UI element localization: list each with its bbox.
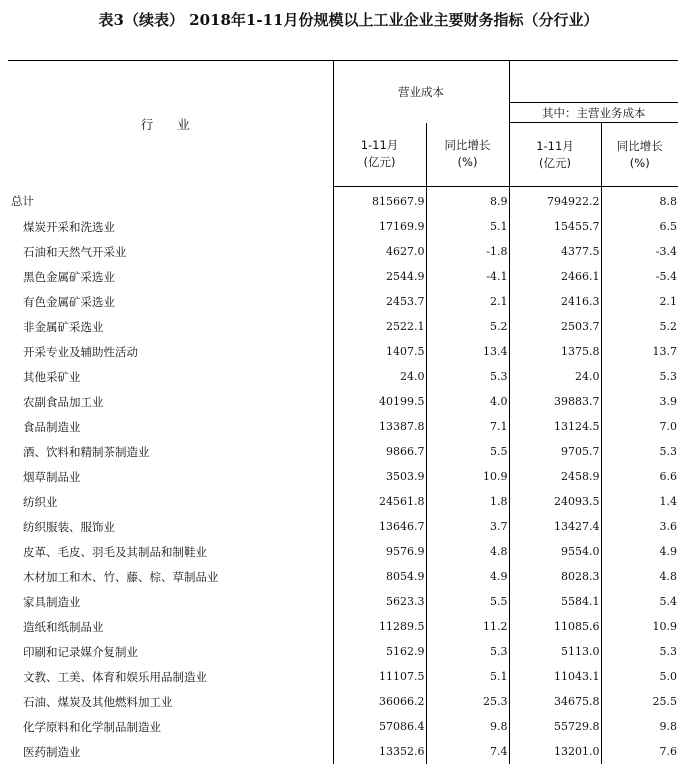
table-row <box>8 539 678 564</box>
main-period-header: 1-11月 (亿元) <box>509 123 601 187</box>
main-yoy-header: 同比增长 (%) <box>601 123 678 187</box>
main-business-cost-yoy-cell: 8.8 <box>601 187 678 215</box>
main-business-cost-yoy-cell: 6.5 <box>601 214 678 239</box>
main-business-cost-yoy-cell: 10.9 <box>601 614 678 639</box>
operating-cost-cell: 1407.5 <box>333 339 426 364</box>
operating-cost-yoy-cell: 5.5 <box>426 589 509 614</box>
main-business-cost-cell: 794922.2 <box>509 187 601 215</box>
operating-cost-yoy-cell: 5.3 <box>426 364 509 389</box>
main-business-cost-header: 其中：主营业务成本 <box>509 103 678 123</box>
operating-cost-cell: 9576.9 <box>333 539 426 564</box>
main-business-cost-yoy-cell: -3.4 <box>601 239 678 264</box>
main-business-cost-yoy-cell: 13.7 <box>601 339 678 364</box>
operating-cost-cell: 57086.4 <box>333 714 426 739</box>
industry-name-cell: 食品制造业 <box>23 419 81 434</box>
industry-name-cell: 有色金属矿采选业 <box>23 294 115 309</box>
cost-period-header: 1-11月 (亿元) <box>333 123 426 187</box>
operating-cost-yoy-cell: 25.3 <box>426 689 509 714</box>
cost-yoy-header: 同比增长 (%) <box>426 123 509 187</box>
industry-name-cell: 开采专业及辅助性活动 <box>23 344 138 359</box>
main-business-cost-yoy-cell: 4.9 <box>601 539 678 564</box>
industry-name-cell: 黑色金属矿采选业 <box>23 269 115 284</box>
operating-cost-cell: 36066.2 <box>333 689 426 714</box>
operating-cost-cell: 11289.5 <box>333 614 426 639</box>
operating-cost-yoy-cell: 7.1 <box>426 414 509 439</box>
table-row <box>8 187 678 215</box>
main-business-cost-yoy-cell: 5.3 <box>601 439 678 464</box>
operating-cost-yoy-cell: 5.1 <box>426 664 509 689</box>
main-business-cost-cell: 13124.5 <box>509 414 601 439</box>
main-business-cost-yoy-cell: 5.3 <box>601 639 678 664</box>
table-row <box>8 214 678 239</box>
table-row <box>8 439 678 464</box>
main-business-cost-yoy-cell: 9.8 <box>601 714 678 739</box>
operating-cost-yoy-cell: 13.4 <box>426 339 509 364</box>
main-business-cost-cell: 15455.7 <box>509 214 601 239</box>
operating-cost-cell: 2453.7 <box>333 289 426 314</box>
main-business-cost-cell: 2503.7 <box>509 314 601 339</box>
operating-cost-yoy-cell: 4.9 <box>426 564 509 589</box>
operating-cost-yoy-cell: 2.1 <box>426 289 509 314</box>
operating-cost-yoy-cell: -4.1 <box>426 264 509 289</box>
main-business-cost-yoy-cell: 25.5 <box>601 689 678 714</box>
page-title: 表3（续表） 2018年1-11月份规模以上工业企业主要财务指标（分行业） <box>98 11 599 29</box>
operating-cost-yoy-cell: 9.8 <box>426 714 509 739</box>
main-business-cost-yoy-cell: 5.2 <box>601 314 678 339</box>
operating-cost-cell: 13352.6 <box>333 739 426 764</box>
main-business-cost-cell: 24093.5 <box>509 489 601 514</box>
main-business-cost-cell: 8028.3 <box>509 564 601 589</box>
header-spacer <box>509 61 678 103</box>
main-business-cost-cell: 9554.0 <box>509 539 601 564</box>
operating-cost-cell: 815667.9 <box>333 187 426 215</box>
table-row <box>8 639 678 664</box>
table-row <box>8 339 678 364</box>
main-business-cost-cell: 9705.7 <box>509 439 601 464</box>
main-business-cost-yoy-cell: 1.4 <box>601 489 678 514</box>
main-business-cost-yoy-cell: 6.6 <box>601 464 678 489</box>
main-business-cost-cell: 2416.3 <box>509 289 601 314</box>
industry-header: 行 业 <box>8 61 333 187</box>
main-business-cost-cell: 5113.0 <box>509 639 601 664</box>
industry-name-cell: 烟草制品业 <box>23 469 81 484</box>
table-row <box>8 414 678 439</box>
industry-name-cell: 造纸和纸制品业 <box>23 619 104 634</box>
industry-name-cell: 纺织业 <box>23 494 58 509</box>
main-business-cost-cell: 39883.7 <box>509 389 601 414</box>
operating-cost-yoy-cell: 8.9 <box>426 187 509 215</box>
industry-name-cell: 纺织服装、服饰业 <box>23 519 115 534</box>
table-row <box>8 564 678 589</box>
table-row <box>8 514 678 539</box>
industry-name-cell: 木材加工和木、竹、藤、棕、草制品业 <box>23 569 219 584</box>
industry-name-cell: 家具制造业 <box>23 594 81 609</box>
table-row <box>8 389 678 414</box>
table-row <box>8 739 678 764</box>
industry-name-cell: 印刷和记录媒介复制业 <box>23 644 138 659</box>
main-business-cost-yoy-cell: 5.0 <box>601 664 678 689</box>
operating-cost-cell: 5162.9 <box>333 639 426 664</box>
operating-cost-cell: 2522.1 <box>333 314 426 339</box>
table-row <box>8 614 678 639</box>
operating-cost-cell: 17169.9 <box>333 214 426 239</box>
main-business-cost-cell: 4377.5 <box>509 239 601 264</box>
main-business-cost-cell: 13427.4 <box>509 514 601 539</box>
main-business-cost-yoy-cell: 4.8 <box>601 564 678 589</box>
table-row <box>8 589 678 614</box>
main-business-cost-cell: 11043.1 <box>509 664 601 689</box>
operating-cost-yoy-cell: -1.8 <box>426 239 509 264</box>
table-row <box>8 264 678 289</box>
main-business-cost-yoy-cell: 5.4 <box>601 589 678 614</box>
main-business-cost-yoy-cell: -5.4 <box>601 264 678 289</box>
operating-cost-yoy-cell: 1.8 <box>426 489 509 514</box>
operating-cost-cell: 40199.5 <box>333 389 426 414</box>
industry-name-cell: 石油、煤炭及其他燃料加工业 <box>23 694 173 709</box>
main-business-cost-yoy-cell: 2.1 <box>601 289 678 314</box>
operating-cost-cell: 11107.5 <box>333 664 426 689</box>
main-business-cost-cell: 2458.9 <box>509 464 601 489</box>
industry-name-cell: 化学原料和化学制品制造业 <box>23 719 161 734</box>
operating-cost-cell: 9866.7 <box>333 439 426 464</box>
industry-name-cell: 煤炭开采和洗选业 <box>23 219 115 234</box>
operating-cost-yoy-cell: 11.2 <box>426 614 509 639</box>
operating-cost-yoy-cell: 5.2 <box>426 314 509 339</box>
industry-name-cell: 非金属矿采选业 <box>23 319 104 334</box>
industry-name-cell: 总计 <box>11 194 34 209</box>
main-business-cost-cell: 5584.1 <box>509 589 601 614</box>
main-business-cost-cell: 24.0 <box>509 364 601 389</box>
table-row <box>8 664 678 689</box>
main-business-cost-yoy-cell: 5.3 <box>601 364 678 389</box>
operating-cost-cell: 24561.8 <box>333 489 426 514</box>
operating-cost-yoy-cell: 7.4 <box>426 739 509 764</box>
table-row <box>8 714 678 739</box>
operating-cost-cell: 2544.9 <box>333 264 426 289</box>
main-business-cost-cell: 1375.8 <box>509 339 601 364</box>
operating-cost-yoy-cell: 5.3 <box>426 639 509 664</box>
operating-cost-yoy-cell: 4.0 <box>426 389 509 414</box>
main-business-cost-yoy-cell: 3.9 <box>601 389 678 414</box>
main-business-cost-cell: 11085.6 <box>509 614 601 639</box>
industry-name-cell: 酒、饮料和精制茶制造业 <box>23 444 150 459</box>
industry-name-cell: 文教、工美、体育和娱乐用品制造业 <box>23 669 207 684</box>
main-business-cost-cell: 34675.8 <box>509 689 601 714</box>
table-row <box>8 464 678 489</box>
operating-cost-cell: 13387.8 <box>333 414 426 439</box>
industry-name-cell: 其他采矿业 <box>23 369 81 384</box>
operating-cost-yoy-cell: 10.9 <box>426 464 509 489</box>
table-row <box>8 689 678 714</box>
operating-cost-cell: 4627.0 <box>333 239 426 264</box>
operating-cost-cell: 5623.3 <box>333 589 426 614</box>
industry-name-cell: 医药制造业 <box>23 744 81 759</box>
industry-name-cell: 农副食品加工业 <box>23 394 104 409</box>
financial-indicators-table <box>8 60 678 764</box>
operating-cost-cell: 8054.9 <box>333 564 426 589</box>
table-row <box>8 364 678 389</box>
operating-cost-cell: 3503.9 <box>333 464 426 489</box>
main-business-cost-yoy-cell: 7.6 <box>601 739 678 764</box>
industry-name-cell: 皮革、毛皮、羽毛及其制品和制鞋业 <box>23 544 207 559</box>
table-row <box>8 489 678 514</box>
operating-cost-header: 营业成本 <box>333 61 509 123</box>
table-row <box>8 239 678 264</box>
operating-cost-yoy-cell: 5.1 <box>426 214 509 239</box>
main-business-cost-cell: 13201.0 <box>509 739 601 764</box>
table-row <box>8 314 678 339</box>
main-business-cost-yoy-cell: 3.6 <box>601 514 678 539</box>
operating-cost-cell: 13646.7 <box>333 514 426 539</box>
table-row <box>8 289 678 314</box>
operating-cost-yoy-cell: 5.5 <box>426 439 509 464</box>
industry-name-cell: 石油和天然气开采业 <box>23 244 127 259</box>
main-business-cost-cell: 55729.8 <box>509 714 601 739</box>
operating-cost-cell: 24.0 <box>333 364 426 389</box>
operating-cost-yoy-cell: 3.7 <box>426 514 509 539</box>
operating-cost-yoy-cell: 4.8 <box>426 539 509 564</box>
main-business-cost-cell: 2466.1 <box>509 264 601 289</box>
main-business-cost-yoy-cell: 7.0 <box>601 414 678 439</box>
